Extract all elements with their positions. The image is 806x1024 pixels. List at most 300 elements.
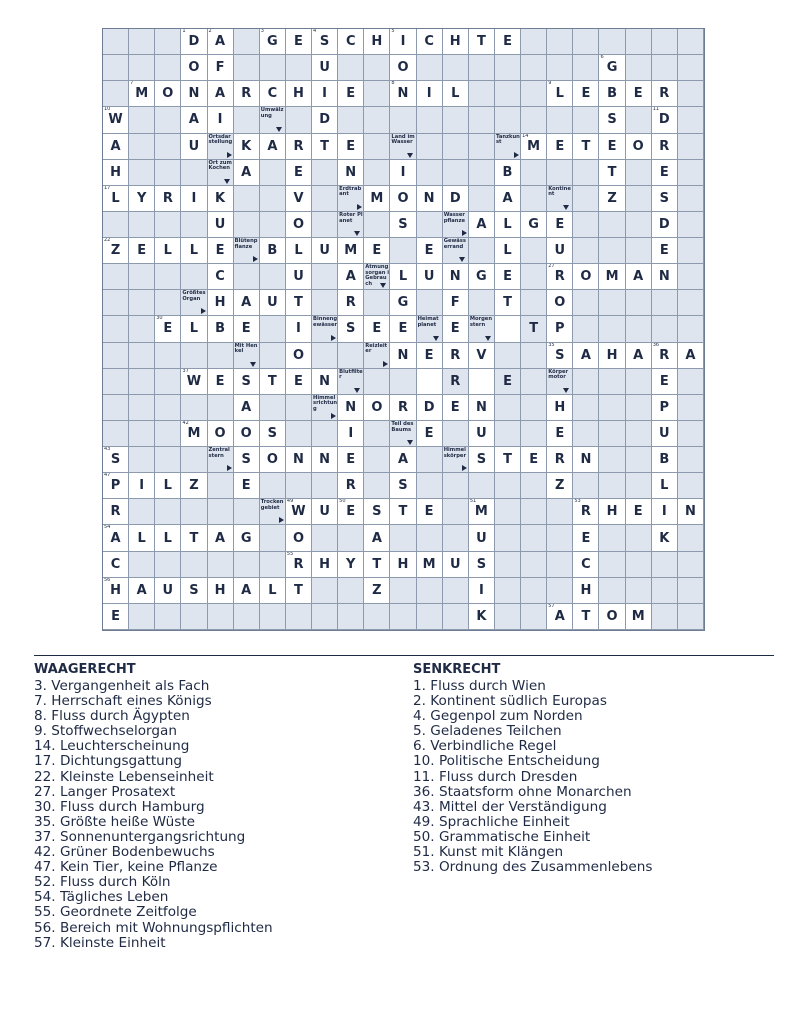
- blank-cell: [181, 604, 207, 630]
- letter-cell: [338, 238, 364, 264]
- cell-number: 5: [391, 29, 395, 34]
- letter-cell: [286, 499, 312, 525]
- letter-cell: [652, 264, 678, 290]
- blank-cell: [103, 369, 129, 395]
- clue-cell-text: Körpermotor: [548, 368, 569, 381]
- blank-cell: [599, 369, 625, 395]
- letter-cell: [390, 316, 416, 342]
- cell-letter: D: [449, 190, 461, 206]
- letter-cell: [443, 395, 469, 421]
- cell-letter: R: [659, 138, 670, 154]
- letter-cell: [286, 369, 312, 395]
- letter-cell: [234, 290, 260, 316]
- blank-cell: [234, 107, 260, 133]
- cell-letter: A: [685, 347, 696, 363]
- letter-cell: [181, 186, 207, 212]
- blank-cell: [547, 552, 573, 578]
- letter-cell: [260, 421, 286, 447]
- blank-cell: [260, 212, 286, 238]
- letter-cell: [573, 264, 599, 290]
- cell-letter: L: [503, 216, 512, 232]
- letter-cell: [260, 290, 286, 316]
- blank-cell: [155, 264, 181, 290]
- across-clue: 17. Dichtungsgattung: [34, 753, 183, 770]
- blank-cell: [547, 55, 573, 81]
- cell-letter: H: [319, 556, 331, 572]
- down-clue: 43. Mittel der Verständigung: [413, 798, 607, 815]
- letter-cell: [234, 369, 260, 395]
- cell-letter: A: [633, 269, 644, 285]
- cell-letter: E: [424, 504, 434, 520]
- cell-letter: C: [581, 556, 591, 572]
- blank-cell: [181, 552, 207, 578]
- cell-letter: T: [581, 608, 591, 624]
- blank-cell: [312, 604, 338, 630]
- blank-cell: [443, 369, 469, 395]
- letter-cell: [469, 552, 495, 578]
- letter-cell: [103, 160, 129, 186]
- letter-cell: [155, 473, 181, 499]
- letter-cell: [599, 107, 625, 133]
- cell-letter: O: [292, 347, 304, 363]
- cell-letter: T: [503, 452, 512, 468]
- blank-cell: [338, 578, 364, 604]
- letter-cell: [103, 473, 129, 499]
- cell-letter: S: [241, 452, 251, 468]
- cell-letter: A: [110, 138, 121, 154]
- cell-letter: R: [110, 504, 121, 520]
- cell-letter: I: [217, 112, 223, 128]
- letter-cell: [573, 578, 599, 604]
- cell-letter: E: [659, 164, 669, 180]
- arrow-down-icon: [407, 440, 413, 445]
- blank-cell: [260, 186, 286, 212]
- cell-letter: O: [554, 295, 566, 311]
- cell-letter: S: [398, 478, 408, 494]
- blank-cell: [103, 395, 129, 421]
- down-clue: 36. Staatsform ohne Monarchen: [413, 783, 632, 800]
- letter-cell: [208, 186, 234, 212]
- cell-letter: K: [215, 190, 226, 206]
- letter-cell: [181, 55, 207, 81]
- cell-letter: P: [555, 321, 565, 337]
- blank-cell: [417, 578, 443, 604]
- letter-cell: [286, 578, 312, 604]
- clue-cell-text: Tanzkunst: [495, 133, 520, 146]
- clue-cell-text: Kontinent: [548, 185, 571, 198]
- letter-cell: [312, 447, 338, 473]
- cell-letter: H: [606, 347, 618, 363]
- blank-cell: [312, 160, 338, 186]
- blank-cell: [129, 160, 155, 186]
- blank-cell: [521, 421, 547, 447]
- cell-letter: S: [398, 216, 408, 232]
- cell-letter: O: [371, 399, 383, 415]
- letter-cell: [286, 447, 312, 473]
- blank-cell: [521, 552, 547, 578]
- cell-number: 55: [286, 551, 294, 557]
- cell-letter: E: [294, 34, 303, 50]
- cell-letter: S: [267, 426, 278, 442]
- cell-letter: T: [476, 34, 486, 50]
- blank-cell: [103, 316, 129, 342]
- blank-cell: [521, 525, 547, 551]
- blank-cell: [495, 395, 521, 421]
- blank-cell: [521, 55, 547, 81]
- blank-cell: [129, 264, 155, 290]
- down-clue: 53. Ordnung des Zusammenlebens: [413, 859, 653, 876]
- clue-cell-text: Zentralstern: [208, 447, 230, 459]
- cell-letter: N: [397, 347, 409, 363]
- cell-letter: T: [398, 504, 408, 520]
- letter-cell: [443, 186, 469, 212]
- blank-cell: [495, 343, 521, 369]
- arrow-down-icon: [485, 336, 491, 341]
- cell-number: 57: [548, 603, 555, 609]
- cell-number: 56: [104, 577, 111, 583]
- letter-cell: [260, 81, 286, 107]
- blank-cell: [155, 343, 181, 369]
- clue-cell: [443, 447, 469, 473]
- cell-letter: A: [554, 608, 565, 624]
- blank-cell: [626, 186, 652, 212]
- letter-cell: [417, 395, 443, 421]
- letter-cell: [390, 447, 416, 473]
- blank-cell: [364, 290, 390, 316]
- cell-letter: M: [422, 556, 436, 572]
- blank-cell: [521, 578, 547, 604]
- letter-cell: [286, 290, 312, 316]
- clue-cell-text: Morgenstern: [469, 316, 493, 329]
- down-clue: 5. Geladenes Teilchen: [413, 723, 562, 740]
- letter-cell: [626, 134, 652, 160]
- arrow-right-icon: [331, 335, 336, 341]
- blank-cell: [129, 499, 155, 525]
- arrow-down-icon: [276, 127, 282, 132]
- letter-cell: [469, 525, 495, 551]
- cell-letter: L: [451, 86, 460, 102]
- blank-cell: [103, 55, 129, 81]
- cell-number: 27: [548, 264, 555, 270]
- blank-cell: [443, 55, 469, 81]
- cell-letter: L: [163, 478, 172, 494]
- letter-cell: [599, 499, 625, 525]
- letter-cell: [652, 395, 678, 421]
- blank-cell: [469, 134, 495, 160]
- blank-cell: [495, 578, 521, 604]
- blank-cell: [573, 421, 599, 447]
- cell-letter: H: [110, 582, 121, 598]
- across-clue: 47. Kein Tier, keine Pflanze: [34, 859, 218, 876]
- cell-letter: U: [188, 138, 200, 154]
- letter-cell: [495, 160, 521, 186]
- letter-cell: [547, 290, 573, 316]
- cell-letter: E: [215, 243, 225, 259]
- cell-letter: B: [502, 164, 513, 180]
- letter-cell: [129, 473, 155, 499]
- cell-letter: N: [319, 452, 331, 468]
- clue-cell: [260, 107, 286, 133]
- letter-cell: [286, 552, 312, 578]
- cell-letter: R: [554, 269, 565, 285]
- across-clue: 42. Grüner Bodenbewuchs: [34, 844, 215, 861]
- letter-cell: [286, 134, 312, 160]
- letter-cell: [155, 186, 181, 212]
- blank-cell: [129, 290, 155, 316]
- cell-letter: E: [633, 504, 643, 520]
- down-clue: 49. Sprachliche Einheit: [413, 813, 570, 830]
- letter-cell: [103, 186, 129, 212]
- blank-cell: [626, 421, 652, 447]
- clue-cell: [364, 343, 390, 369]
- cell-number: 2: [208, 29, 212, 34]
- cell-letter: Y: [346, 556, 356, 572]
- blank-cell: [573, 395, 599, 421]
- clue-cell: [208, 447, 234, 473]
- letter-cell: [208, 369, 234, 395]
- cell-letter: C: [110, 556, 121, 572]
- letter-cell: [652, 134, 678, 160]
- cell-letter: E: [529, 452, 539, 468]
- letter-cell: [234, 134, 260, 160]
- blank-cell: [390, 604, 416, 630]
- arrow-right-icon: [227, 152, 232, 158]
- cell-letter: R: [293, 138, 304, 154]
- letter-cell: [312, 134, 338, 160]
- cell-letter: S: [659, 190, 669, 206]
- blank-cell: [417, 212, 443, 238]
- letter-cell: [443, 81, 469, 107]
- cell-letter: O: [162, 86, 174, 102]
- letter-cell: [599, 264, 625, 290]
- letter-cell: [286, 81, 312, 107]
- across-clues: [34, 662, 273, 951]
- cell-letter: U: [423, 269, 435, 285]
- cell-letter: N: [580, 452, 592, 468]
- blank-cell: [573, 29, 599, 55]
- blank-cell: [129, 343, 155, 369]
- letter-cell: [338, 421, 364, 447]
- blank-cell: [599, 525, 625, 551]
- cell-letter: H: [214, 582, 226, 598]
- cell-letter: A: [633, 347, 644, 363]
- down-clue: 2. Kontinent südlich Europas: [413, 693, 607, 710]
- cell-number: 1: [182, 29, 186, 34]
- cell-letter: U: [319, 60, 330, 76]
- letter-cell: [573, 81, 599, 107]
- cell-letter: L: [163, 243, 172, 259]
- letter-cell: [573, 447, 599, 473]
- letter-cell: [652, 186, 678, 212]
- blank-cell: [129, 447, 155, 473]
- arrow-right-icon: [357, 204, 362, 210]
- clue-cell: [338, 186, 364, 212]
- blank-cell: [547, 160, 573, 186]
- letter-cell: [469, 604, 495, 630]
- cell-letter: T: [503, 295, 512, 311]
- cell-letter: N: [345, 164, 357, 180]
- letter-cell: [129, 578, 155, 604]
- down-clues: [413, 662, 652, 875]
- blank-cell: [364, 212, 390, 238]
- cell-letter: R: [241, 86, 252, 102]
- blank-cell: [599, 29, 625, 55]
- blank-cell: [626, 447, 652, 473]
- cell-letter: O: [397, 60, 409, 76]
- cell-letter: B: [215, 321, 226, 337]
- blank-cell: [417, 55, 443, 81]
- blank-cell: [469, 107, 495, 133]
- letter-cell: [443, 264, 469, 290]
- letter-cell: [469, 421, 495, 447]
- across-clue: 22. Kleinste Lebenseinheit: [34, 768, 214, 785]
- letter-cell: [573, 525, 599, 551]
- letter-cell: [103, 499, 129, 525]
- blank-cell: [312, 186, 338, 212]
- cell-letter: E: [503, 373, 512, 389]
- blank-cell: [181, 160, 207, 186]
- blank-cell: [573, 160, 599, 186]
- letter-cell: [338, 29, 364, 55]
- blank-cell: [626, 552, 652, 578]
- letter-cell: [286, 160, 312, 186]
- blank-cell: [364, 134, 390, 160]
- letter-cell: [626, 81, 652, 107]
- blank-cell: [260, 343, 286, 369]
- blank-cell: [155, 107, 181, 133]
- cell-letter: M: [527, 138, 541, 154]
- cell-letter: G: [476, 269, 487, 285]
- cell-letter: E: [555, 138, 565, 154]
- letter-cell: [260, 238, 286, 264]
- blank-cell: [103, 264, 129, 290]
- blank-cell: [443, 421, 469, 447]
- blank-cell: [652, 604, 678, 630]
- blank-cell: [573, 55, 599, 81]
- blank-cell: [443, 499, 469, 525]
- letter-cell: [312, 107, 338, 133]
- letter-cell: [364, 552, 390, 578]
- blank-cell: [155, 55, 181, 81]
- blank-cell: [390, 238, 416, 264]
- cell-letter: G: [606, 60, 618, 76]
- cell-number: 42: [182, 420, 189, 426]
- letter-cell: [338, 316, 364, 342]
- clue-cell-text: Reizleiter: [365, 342, 388, 355]
- blank-cell: [103, 421, 129, 447]
- letter-cell: [469, 395, 495, 421]
- cell-letter: V: [293, 190, 304, 206]
- letter-cell: [181, 29, 207, 55]
- letter-cell: [547, 212, 573, 238]
- cell-letter: D: [188, 34, 200, 50]
- letter-cell: [599, 160, 625, 186]
- arrow-down-icon: [407, 153, 413, 158]
- cell-number: 17: [104, 185, 111, 191]
- letter-cell: [417, 343, 443, 369]
- blank-cell: [521, 316, 547, 342]
- cell-letter: N: [423, 190, 435, 206]
- arrow-right-icon: [227, 465, 232, 471]
- blank-cell: [521, 395, 547, 421]
- cell-letter: L: [503, 243, 512, 259]
- blank-cell: [443, 604, 469, 630]
- cell-letter: E: [450, 399, 460, 415]
- letter-cell: [234, 421, 260, 447]
- letter-cell: [599, 604, 625, 630]
- cell-letter: A: [371, 530, 382, 546]
- blank-cell: [495, 604, 521, 630]
- down-clue: 10. Politische Entscheidung: [413, 753, 600, 770]
- cell-letter: I: [661, 504, 667, 520]
- blank-cell: [678, 264, 704, 290]
- letter-cell: [599, 134, 625, 160]
- letter-cell: [390, 499, 416, 525]
- cell-number: 54: [104, 525, 111, 531]
- down-clue-list: [413, 679, 652, 875]
- blank-cell: [260, 55, 286, 81]
- blank-cell: [338, 525, 364, 551]
- cell-letter: N: [188, 86, 200, 102]
- down-clue: 4. Gegenpol zum Norden: [413, 708, 583, 725]
- clue-cell: [312, 395, 338, 421]
- cell-letter: Z: [607, 190, 617, 206]
- blank-cell: [678, 29, 704, 55]
- letter-cell: [443, 552, 469, 578]
- cell-letter: E: [581, 86, 591, 102]
- cell-letter: K: [659, 530, 670, 546]
- blank-cell: [208, 552, 234, 578]
- cell-letter: A: [267, 138, 278, 154]
- cell-letter: A: [241, 399, 252, 415]
- cell-letter: V: [476, 347, 487, 363]
- cell-letter: E: [398, 321, 408, 337]
- cell-letter: H: [449, 34, 461, 50]
- blank-cell: [390, 578, 416, 604]
- blank-cell: [678, 186, 704, 212]
- letter-cell: [234, 81, 260, 107]
- arrow-down-icon: [459, 257, 465, 262]
- cell-letter: C: [345, 34, 356, 50]
- clue-cell-text: Heimatplanet: [417, 316, 439, 329]
- blank-cell: [417, 160, 443, 186]
- blank-cell: [678, 238, 704, 264]
- clue-cell-text: Blutfilter: [339, 368, 363, 381]
- cell-letter: A: [215, 34, 226, 50]
- cell-letter: P: [110, 478, 121, 494]
- blank-cell: [678, 421, 704, 447]
- cell-letter: E: [372, 321, 382, 337]
- blank-cell: [208, 473, 234, 499]
- letter-cell: [547, 395, 573, 421]
- blank-cell: [234, 186, 260, 212]
- clue-cell-text: Land im Wasser: [391, 133, 415, 146]
- letter-cell: [208, 238, 234, 264]
- letter-cell: [338, 447, 364, 473]
- letter-cell: [260, 578, 286, 604]
- clue-cell-text: Himmelsrichtung: [313, 394, 338, 412]
- cell-letter: R: [554, 452, 565, 468]
- letter-cell: [181, 525, 207, 551]
- blank-cell: [155, 447, 181, 473]
- letter-cell: [234, 160, 260, 186]
- cell-letter: E: [659, 243, 669, 259]
- letter-cell: [181, 369, 207, 395]
- blank-cell: [573, 290, 599, 316]
- blank-cell: [599, 578, 625, 604]
- crossword-grid: [102, 28, 705, 631]
- blank-cell: [129, 604, 155, 630]
